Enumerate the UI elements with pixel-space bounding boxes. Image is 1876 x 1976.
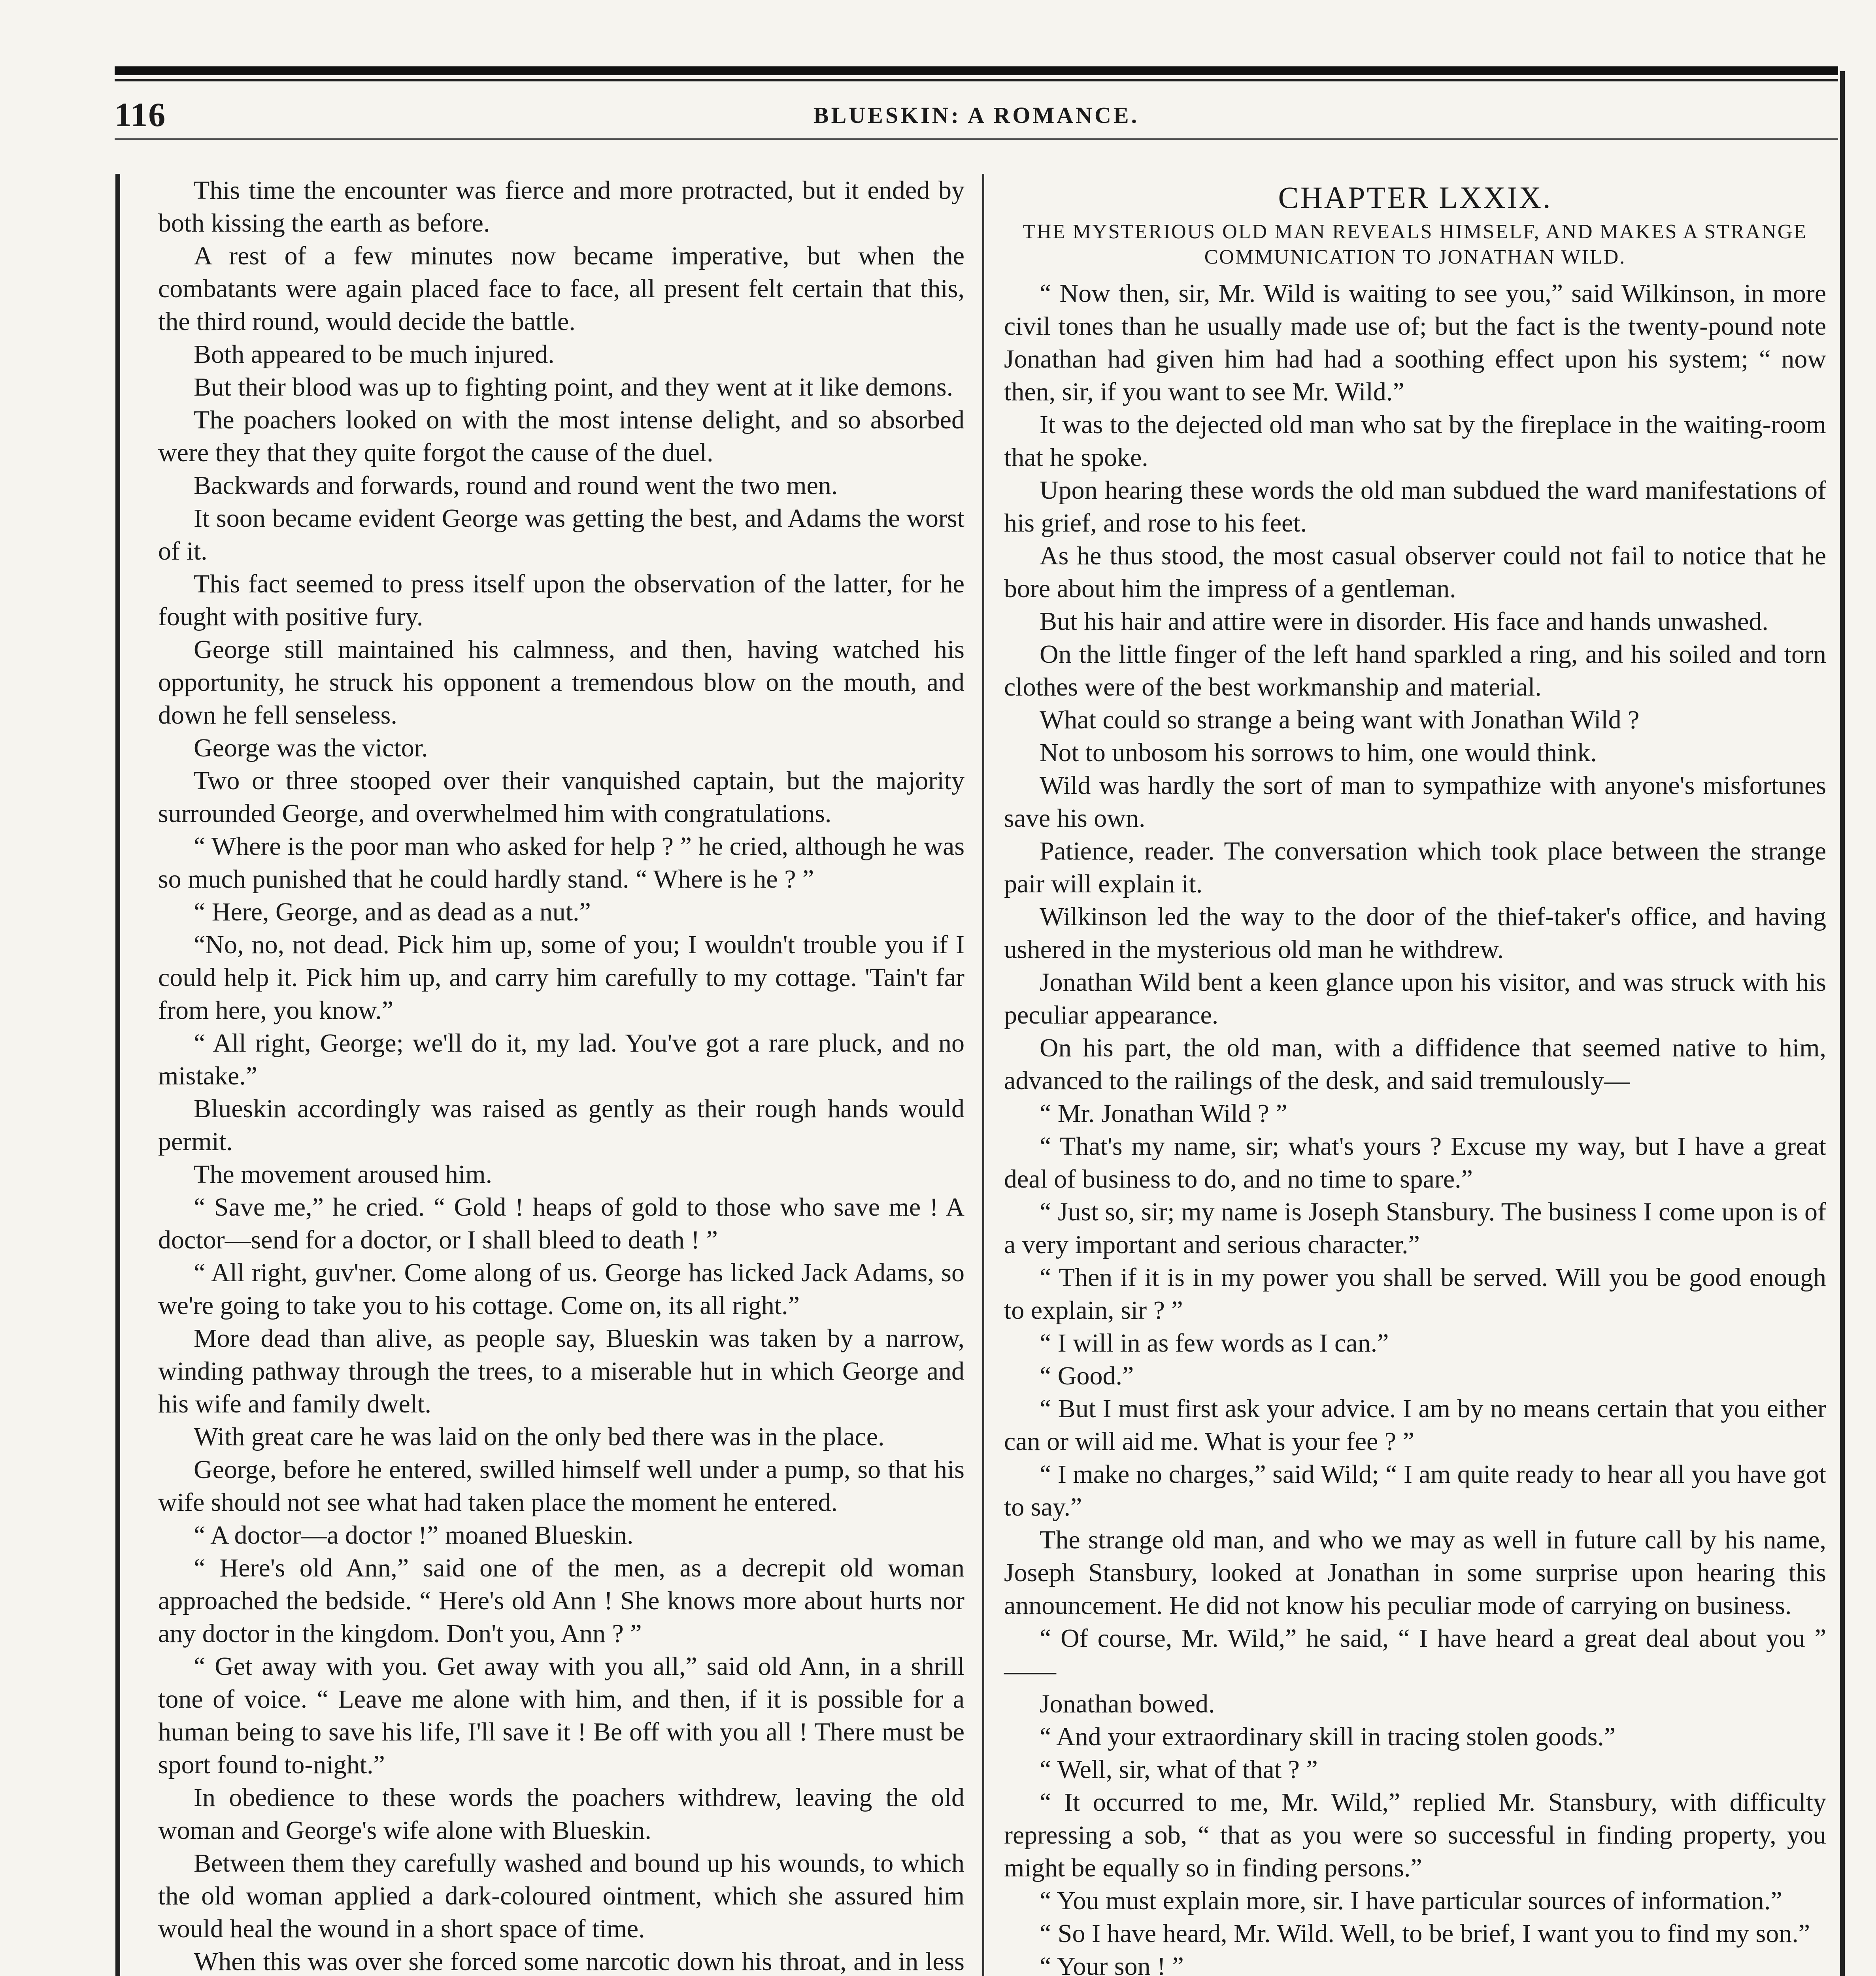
running-title: BLUESKIN: A ROMANCE.: [813, 102, 1140, 128]
paragraph: “ I will in as few words as I can.”: [1040, 1329, 1389, 1358]
paragraph: “ Save me,” he cried. “ Gold ! heaps of gold to those who save me ! A doctor—send for a doctor, or I shall bleed to death ! ”: [158, 1193, 964, 1254]
paragraph: George, before he entered, swilled himself well under a pump, so that his wife should not see what had taken place the moment he entered.: [158, 1455, 964, 1517]
paragraph: Two or three stooped over their vanquished captain, but the majority surrounded George, and overwhelmed him with congratulations.: [158, 766, 964, 828]
paragraph: “ Then if it is in my power you shall be served. Will you be good enough to explain, sir ? ”: [1004, 1263, 1826, 1325]
paragraph: “ A doctor—a doctor !” moaned Blueskin.: [194, 1521, 634, 1550]
paragraph: “ It occurred to me, Mr. Wild,” replied Mr. Stansbury, with difficulty repressing a sob, “ that as you were so successful in finding property, you might be equally so in finding persons.”: [1004, 1788, 1826, 1882]
paragraph: The movement aroused him.: [194, 1160, 493, 1189]
paragraph: In obedience to these words the poachers withdrew, leaving the old woman and George's wife alone with Blueskin.: [158, 1783, 964, 1845]
paragraph: “ Good.”: [1040, 1361, 1134, 1390]
paragraph: Backwards and forwards, round and round went the two men.: [194, 471, 838, 500]
paragraph: “ Just so, sir; my name is Joseph Stansbury. The business I come upon is of a very important and serious character.”: [1004, 1197, 1826, 1259]
paragraph: George was the victor.: [194, 733, 428, 762]
paragraph: George still maintained his calmness, and then, having watched his opportunity, he struck his opponent a tremendous blow on the mouth, and down he fell senseless.: [158, 635, 964, 730]
paragraph: A rest of a few minutes now became imperative, but when the combatants were again placed face to face, all present felt certain that this, the third round, would decide the battle.: [158, 241, 964, 336]
paragraph: Jonathan Wild bent a keen glance upon his visitor, and was struck with his peculiar appearance.: [1004, 968, 1826, 1029]
paragraph: “ You must explain more, sir. I have particular sources of information.”: [1040, 1886, 1782, 1915]
left-margin-bar: [115, 174, 120, 1976]
paragraph: On the little finger of the left hand sparkled a ring, and his soiled and torn clothes were of the best workmanship and material.: [1004, 640, 1826, 701]
paragraph: “ So I have heard, Mr. Wild. Well, to be brief, I want you to find my son.”: [1040, 1919, 1810, 1948]
paragraph: “ But I must first ask your advice. I am by no means certain that you either can or will aid me. What is your fee ? ”: [1004, 1394, 1826, 1456]
paragraph: This fact seemed to press itself upon the observation of the latter, for he fought with positive fury.: [158, 569, 964, 631]
paragraph: But their blood was up to fighting point, and they went at it like demons.: [194, 373, 953, 402]
column-divider: [982, 174, 984, 1976]
left-column: [158, 174, 964, 1976]
paragraph: This time the encounter was fierce and more protracted, but it ended by both kissing the earth as before.: [158, 176, 964, 238]
header-rule: [115, 138, 1838, 140]
paragraph: More dead than alive, as people say, Blueskin was taken by a narrow, winding pathway through the trees, to a miserable hut in which George and his wife and family dwelt.: [158, 1324, 964, 1418]
paragraph: When this was over she forced some narcotic down his throat, and in less: [194, 1947, 964, 1976]
paragraph: “ And your extraordinary skill in tracing stolen goods.”: [1040, 1722, 1616, 1751]
right-margin-bar: [1840, 71, 1845, 1976]
paragraph: Wild was hardly the sort of man to sympathize with anyone's misfortunes save his own.: [1004, 771, 1826, 833]
paragraph: What could so strange a being want with Jonathan Wild ?: [1040, 705, 1640, 734]
paragraph: “ Where is the poor man who asked for help ? ” he cried, although he was so much punished that he could hardly stand. “ Where is he ? ”: [158, 832, 964, 894]
page-header: [115, 95, 1838, 138]
paragraph: On his part, the old man, with a diffidence that seemed native to him, advanced to the railings of the desk, and said tremulously—: [1004, 1033, 1826, 1095]
paragraph: Not to unbosom his sorrows to him, one would think.: [1040, 738, 1597, 767]
paragraph: Jonathan bowed.: [1040, 1689, 1215, 1718]
paragraph: “ All right, George; we'll do it, my lad. You've got a rare pluck, and no mistake.”: [158, 1029, 964, 1090]
paragraph: It was to the dejected old man who sat by the fireplace in the waiting-room that he spoke.: [1004, 410, 1826, 472]
paragraph: Upon hearing these words the old man subdued the ward manifestations of his grief, and rose to his feet.: [1004, 476, 1826, 537]
paragraph: Both appeared to be much injured.: [194, 340, 555, 369]
chapter-subtitle: THE MYSTERIOUS OLD MAN REVEALS HIMSELF, AND MAKES A STRANGE COMMUNICATION TO JONATHAN WILD.: [1023, 221, 1808, 268]
paragraph: “ Of course, Mr. Wild,” he said, “ I have heard a great deal about you ” ——: [1004, 1624, 1826, 1686]
page-number: 116: [115, 96, 166, 134]
right-column: [1004, 174, 1826, 1976]
paragraph: The strange old man, and who we may as well in future call by his name, Joseph Stansbury, looked at Jonathan in some surprise upon hearing this announcement. He did not know his peculiar mode of carrying on business.: [1004, 1525, 1826, 1620]
top-rule: [115, 66, 1838, 75]
paragraph: “No, no, not dead. Pick him up, some of you; I wouldn't trouble you if I could help it. Pick him up, and carry him carefully to my cottage. 'Tain't far from here, you know.”: [158, 930, 964, 1025]
paragraph: “ Mr. Jonathan Wild ? ”: [1040, 1099, 1287, 1128]
paragraph: “ Now then, sir, Mr. Wild is waiting to see you,” said Wilkinson, in more civil tones than he usually made use of; but the fact is the twenty-pound note Jonathan had given him had had a soothing effect upon his system; “ now then, sir, if you want to see Mr. Wild.”: [1004, 279, 1826, 406]
paragraph: Blueskin accordingly was raised as gently as their rough hands would permit.: [158, 1094, 964, 1156]
paragraph: With great care he was laid on the only bed there was in the place.: [194, 1422, 885, 1451]
paragraph: Between them they carefully washed and bound up his wounds, to which the old woman applied a dark-coloured ointment, which she assured him would heal the wound in a short space of time.: [158, 1849, 964, 1943]
paragraph: Patience, reader. The conversation which took place between the strange pair will explain it.: [1004, 837, 1826, 898]
paragraph: It soon became evident George was getting the best, and Adams the worst of it.: [158, 504, 964, 566]
paragraph: “ Get away with you. Get away with you all,” said old Ann, in a shrill tone of voice. “ Leave me alone with him, and then, if it is possible for a human being to save his life, I'll save it ! Be off with you all ! There must be sport found to-night.”: [158, 1652, 964, 1779]
paragraph: “ That's my name, sir; what's yours ? Excuse my way, but I have a great deal of business to do, and no time to spare.”: [1004, 1132, 1826, 1194]
paragraph: “ Here, George, and as dead as a nut.”: [194, 897, 591, 926]
paragraph: “ Well, sir, what of that ? ”: [1040, 1755, 1318, 1784]
paragraph: “ Here's old Ann,” said one of the men, as a decrepit old woman approached the bedside. “ Here's old Ann ! She knows more about hurts nor any doctor in the kingdom. Don't you, Ann ? ”: [158, 1554, 964, 1648]
paragraph: The poachers looked on with the most intense delight, and so absorbed were they that they quite forgot the cause of the duel.: [158, 405, 964, 467]
paragraph: But his hair and attire were in disorder. His face and hands unwashed.: [1040, 607, 1768, 636]
chapter-title: CHAPTER LXXIX.: [1278, 180, 1552, 215]
paragraph: Wilkinson led the way to the door of the thief-taker's office, and having ushered in the mysterious old man he withdrew.: [1004, 902, 1826, 964]
top-rule-thin: [115, 79, 1838, 81]
paragraph: As he thus stood, the most casual observer could not fail to notice that he bore about him the impress of a gentleman.: [1004, 541, 1826, 603]
paragraph: “ All right, guv'ner. Come along of us. George has licked Jack Adams, so we're going to take you to his cottage. Come on, its all right.”: [158, 1258, 964, 1320]
paragraph: “ I make no charges,” said Wild; “ I am quite ready to hear all you have got to say.”: [1004, 1460, 1826, 1522]
paragraph: “ Your son ! ”: [1040, 1952, 1184, 1976]
